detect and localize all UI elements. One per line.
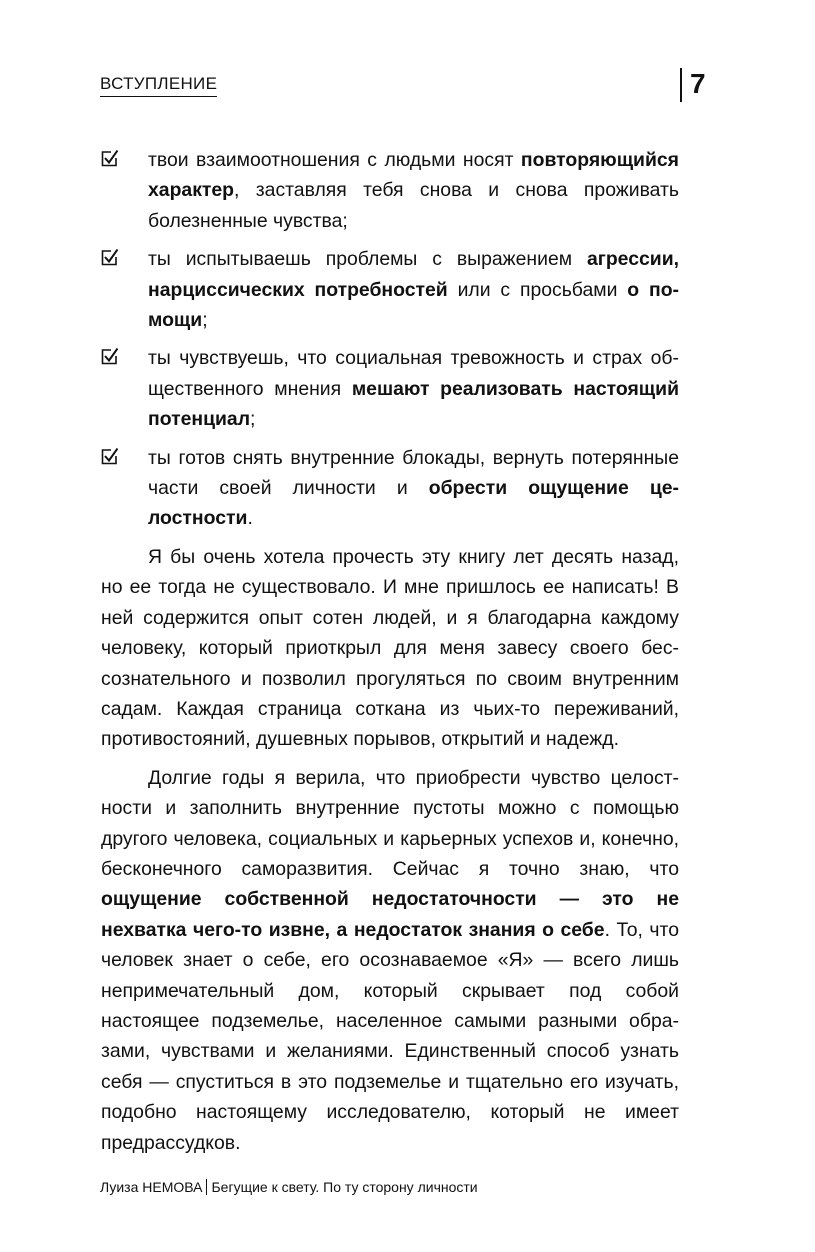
checklist-item — [101, 244, 679, 335]
text-segment: ты готов снять внутренние блокады, вернуть потерянные части своей личности и — [148, 446, 679, 500]
bold-text-segment: ощущение собственной недостаточности — это не нехватка чего-то извне, а недостаток знания о себе — [101, 888, 679, 941]
text-segment: ; — [202, 309, 208, 332]
checklist-item — [101, 443, 679, 534]
text-segment: . — [247, 507, 253, 530]
checked-box-icon — [101, 150, 118, 167]
bold-text-segment: агрессии, нарциссических потребностей — [148, 248, 679, 301]
bold-text-segment: повторяющийся характер — [148, 149, 679, 202]
checklist-item — [101, 343, 679, 434]
bold-text-segment: о помощи — [148, 278, 680, 332]
text-segment: , заставляя тебя снова и снова проживать болезненные чувства; — [148, 179, 679, 232]
body-paragraphs — [101, 542, 679, 1158]
footer-author: Луиза НЕМОВА — [100, 1179, 203, 1195]
page-number: 7 — [690, 68, 706, 99]
text-segment: ; — [250, 408, 256, 431]
footer-divider — [206, 1179, 207, 1195]
body-paragraph — [101, 542, 679, 755]
text-segment: твои взаимоотношения с людьми носят — [148, 149, 521, 171]
text-segment: или с просьбами — [447, 278, 628, 301]
bold-text-segment: обрести ощущение целостности — [148, 477, 679, 530]
body-paragraph — [101, 763, 679, 1158]
bold-text-segment: мешают реализовать настоящий потенциал — [148, 377, 679, 431]
checked-box-icon — [101, 348, 118, 365]
text-segment: ты испытываешь проблемы с выражением — [148, 248, 587, 271]
checked-box-icon — [101, 448, 118, 465]
checklist-item — [101, 145, 679, 236]
footer-book-title: Бегущие к свету. По ту сторону личности — [211, 1179, 478, 1195]
text-segment: Я бы очень хотела прочесть эту книгу лет десять назад, но ее тогда не существовало. И мне пришлось ее написать! В ней содержится опыт сотен людей, и я благодарна каждому человеку, который приоткрыл для меня завесу своего бессознательного и позволил прогуляться по своим внутренним садам. Каждая страница соткана из чьих-то переживаний, противостояний, душевных порывов, открытий и надежд. — [101, 545, 679, 751]
section-title: ВСТУПЛЕНИЕ — [100, 74, 217, 97]
header-divider — [680, 68, 682, 102]
text-segment: . То, что человек знает о себе, его осознаваемое «Я» — всего лишь непримечательный дом, который скрывает под собой настоящее подземелье, населенное самыми разными образами, чувствами и желаниями. Единственный способ узнать себя — спуститься в это подземелье и тщательно его изучать, подобно настоящему исследователю, который не имеет предрассудков. — [101, 918, 679, 1154]
running-footer — [100, 1178, 478, 1196]
checklist — [101, 145, 679, 534]
text-segment: ты чувствуешь, что социальная тревожность и страх общественного мнения — [148, 347, 679, 400]
page-body — [101, 145, 679, 1166]
checked-box-icon — [101, 249, 118, 266]
text-segment: Долгие годы я верила, что приобрести чувство целостности и заполнить внутренние пустоты можно с помощью другого человека, социальных и карьерных успехов и, конечно, бесконечного саморазвития. Сейчас я точно знаю, что — [101, 766, 679, 880]
